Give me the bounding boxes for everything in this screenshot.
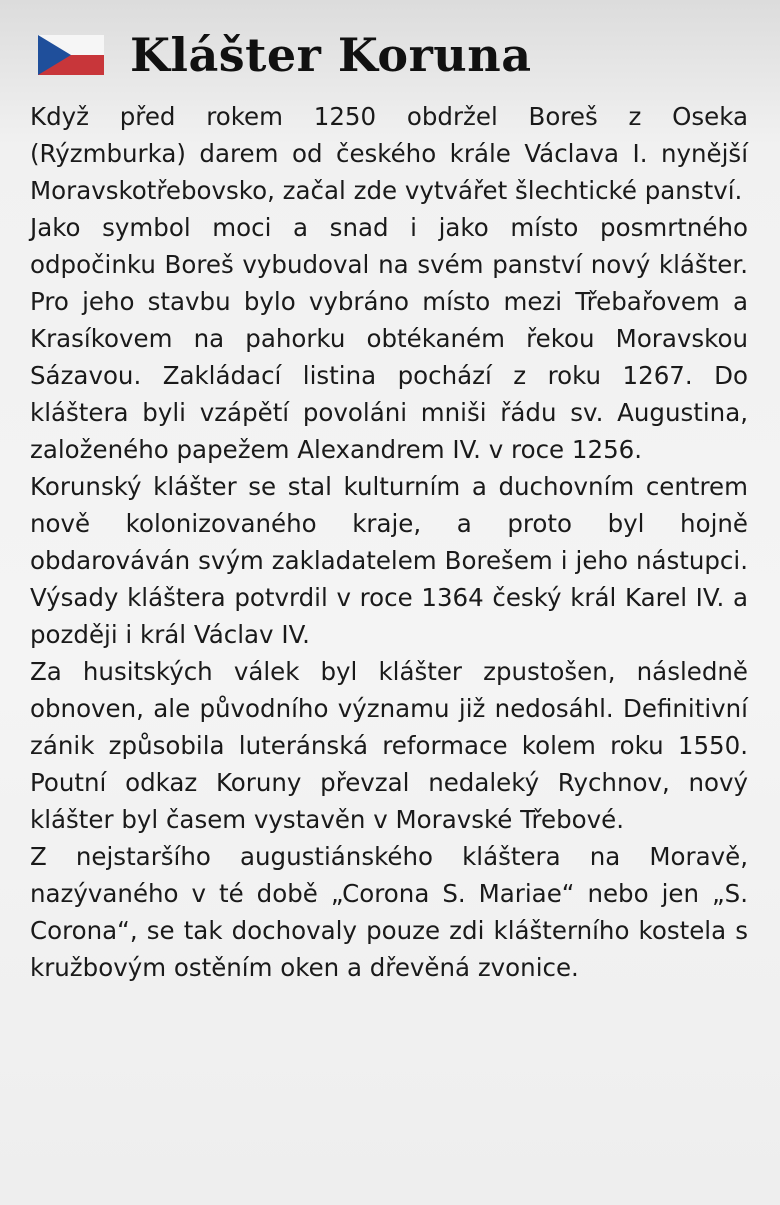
paragraph-1: Když před rokem 1250 obdržel Boreš z Oseka (Rýzmburka) darem od českého krále Václava I. nynější Moravskotřebovsko, začal zde vytvářet šlechtické panství. xyxy=(30,102,748,205)
paragraph-2: Jako symbol moci a snad i jako místo posmrtného odpočinku Boreš vybudoval na svém panství nový klášter. Pro jeho stavbu bylo vybráno místo mezi Třebařovem a Krasíkovem na pahorku obtékaném řekou Moravskou Sázavou. Zakládací listina pochází z roku 1267. Do kláštera byli vzápětí povoláni mniši řádu sv. Augustina, založeného papežem Alexandrem IV. v roce 1256. xyxy=(30,213,748,464)
title-row xyxy=(38,20,750,90)
czech-flag-icon xyxy=(38,35,104,75)
sign-body-text xyxy=(30,98,748,986)
paragraph-4: Za husitských válek byl klášter zpustošen, následně obnoven, ale původního významu již nedosáhl. Definitivní zánik způsobila luteránská reformace kolem roku 1550. Poutní odkaz Koruny převzal nedaleký Rychnov, nový klášter byl časem vystavěn v Moravské Třebové. xyxy=(30,657,748,834)
paragraph-3: Korunský klášter se stal kulturním a duchovním centrem nově kolonizovaného kraje, a proto byl hojně obdarováván svým zakladatelem Borešem i jeho nástupci. Výsady kláštera potvrdil v roce 1364 český král Karel IV. a později i král Václav IV. xyxy=(30,472,748,649)
page-title: Klášter Koruna xyxy=(130,28,532,82)
paragraph-5: Z nejstaršího augustiánského kláštera na Moravě, nazývaného v té době „Corona S. Mariae“ nebo jen „S. Corona“, se tak dochovaly pouze zdi klášterního kostela s kružbovým ostěním oken a dřevěná zvonice. xyxy=(30,842,748,982)
